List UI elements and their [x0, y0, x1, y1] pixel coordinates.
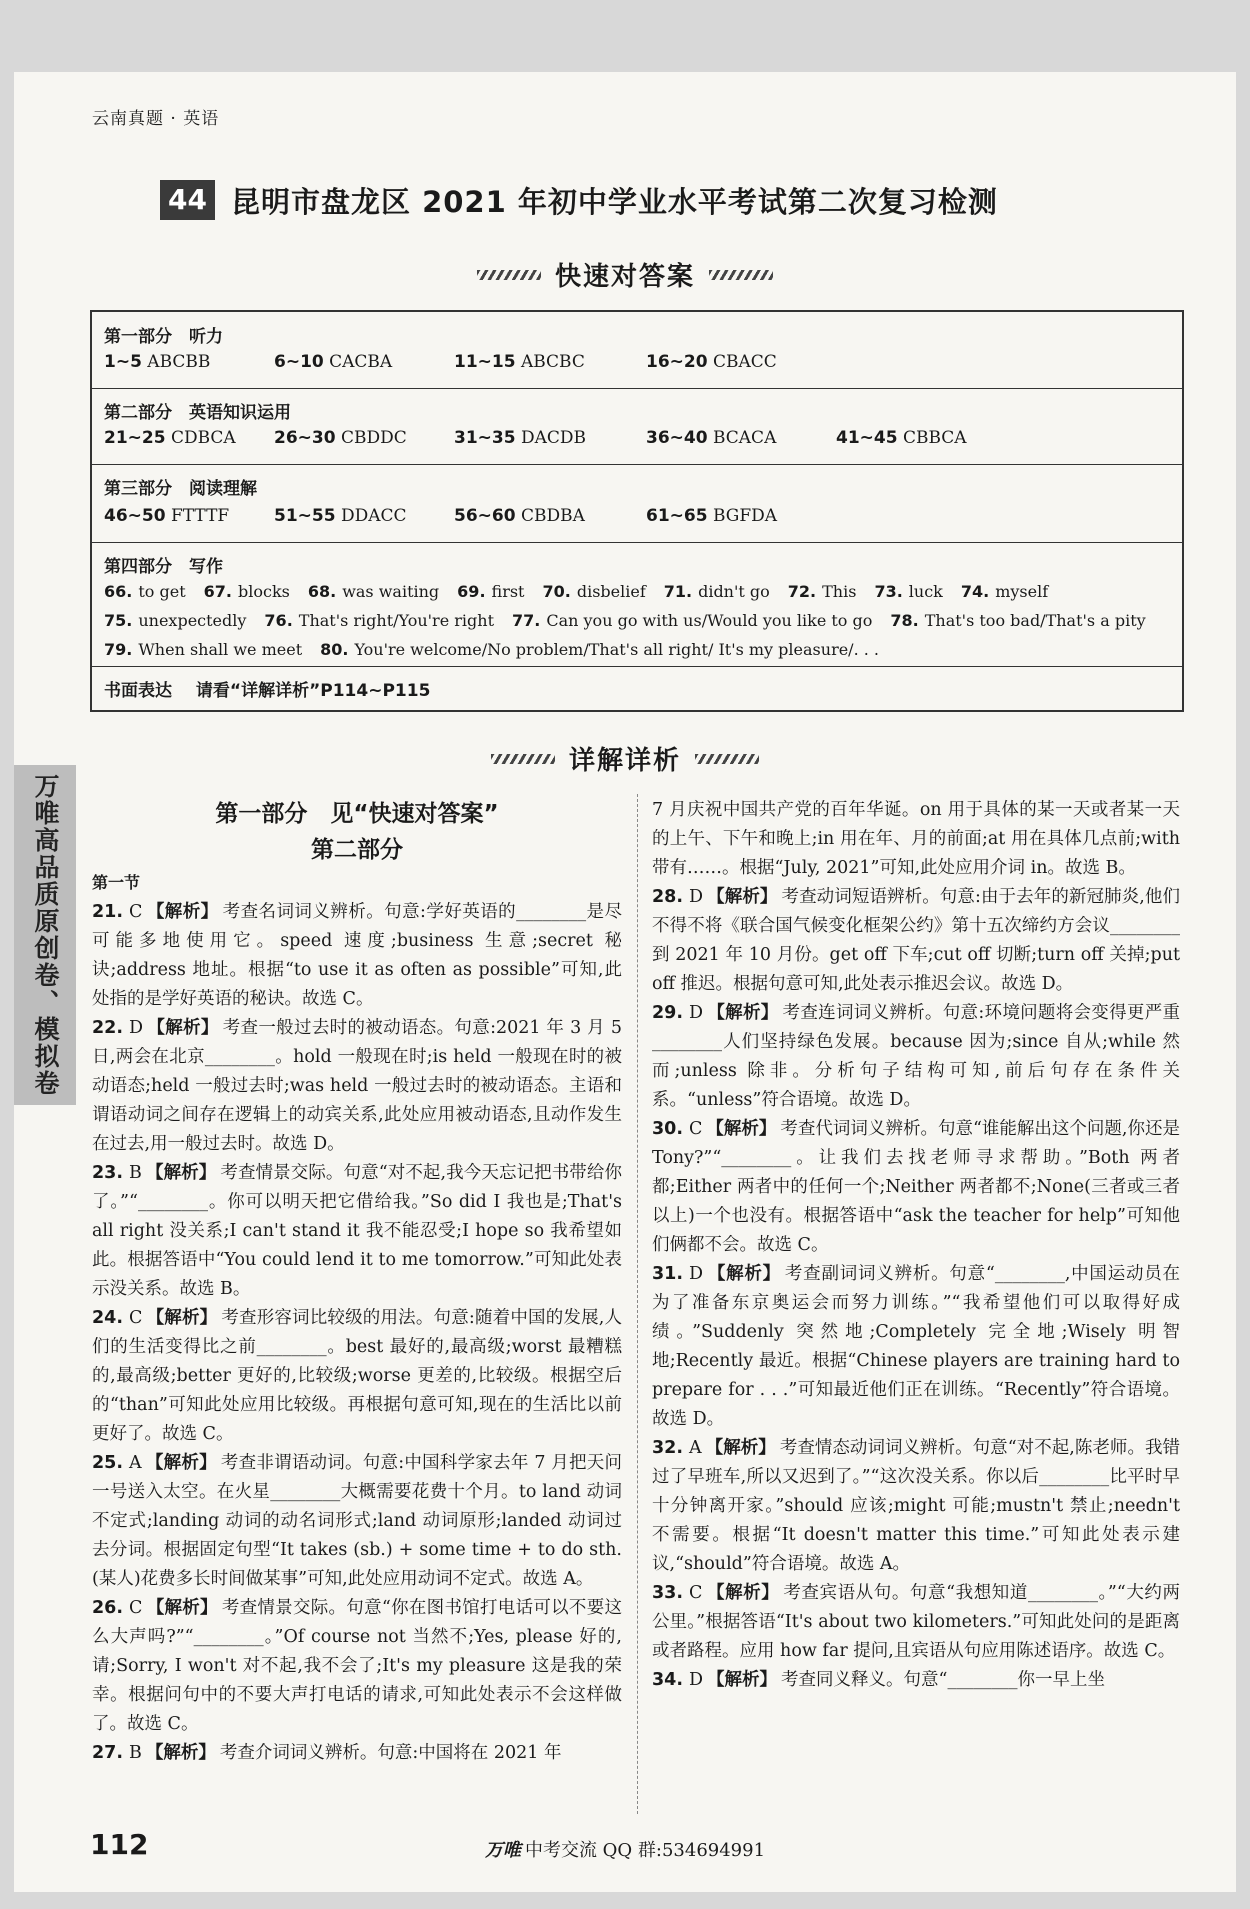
analysis-tag: 【解析】 [145, 1453, 217, 1473]
writing-answers-line [104, 582, 1066, 601]
answer-letter: D [689, 887, 704, 907]
paper-number-badge: 44 [160, 180, 215, 220]
answer-cell [646, 352, 836, 372]
stripe-decoration-icon [709, 270, 773, 280]
answer-letters: CACBA [323, 352, 393, 372]
question-number: 26. [92, 1598, 124, 1618]
question-number: 66. [104, 582, 133, 601]
side-tab: 万唯高品质原创卷、模拟卷 [14, 765, 76, 1105]
answer-letters: CBDBA [515, 506, 585, 526]
answer-cell [274, 352, 454, 372]
answer-letters: CDBCA [165, 428, 236, 448]
explanation-item [92, 1159, 622, 1304]
explanation-item [92, 898, 622, 1014]
analysis-tag: 【解析】 [146, 1308, 218, 1328]
question-number: 69. [457, 582, 486, 601]
breadcrumb: 云南真题 · 英语 [92, 109, 220, 129]
explanation-item [652, 1260, 1180, 1434]
answer-range: 1~5 [104, 352, 142, 372]
answer-letter: C [129, 1308, 143, 1328]
column-divider [637, 794, 638, 1814]
answer-range: 26~30 [274, 428, 336, 448]
detail-heading: 详解详析 [0, 740, 1250, 777]
question-number: 27. [92, 1743, 124, 1763]
answer-range: 11~15 [454, 352, 516, 372]
section-one-heading: 第一节 [92, 873, 141, 892]
explanation-item [652, 1666, 1180, 1695]
answer-range: 21~25 [104, 428, 166, 448]
answer-row [104, 428, 1026, 448]
writing-answer: unexpectedly [138, 611, 247, 630]
writing-answer: Can you go with us/Would you like to go [546, 611, 873, 630]
explanation-text: 考查情景交际。句意“对不起,我今天忘记把书带给你了。”“________。你可以明天把它借给我。”So did I 我也是;That's all right 没关系;I can't stand it 我不能忍受;I hope so 我希望如此。根据答语中“You could lend it to me tomorrow.”可知此处表示没关系。故选 B。 [92, 1163, 622, 1299]
writing-answer: didn't go [698, 582, 770, 601]
explanation-text: 7 月庆祝中国共产党的百年华诞。on 用于具体的某一天或者某一天的上午、下午和晚上;in 用在年、月的前面;at 用在具体几点前;with 带有……。根据“July, 2021”可知,此处应用介词 in。故选 B。 [652, 800, 1180, 878]
analysis-tag: 【解析】 [706, 1583, 780, 1603]
explanation-item [92, 1594, 622, 1739]
explanation-text: 考查代词词义辨析。句意“谁能解出这个问题,你还是 Tony?”“________。让我们去找老师寻求帮助。”Both 两者都;Either 两者中的任何一个;Neither 两者都不;None(三者或三者以上)一个也没有。根据答语中“ask the teacher for help”可知他们俩都不会。故选 C。 [652, 1119, 1180, 1255]
question-number: 28. [652, 887, 684, 907]
answer-letter: D [689, 1264, 704, 1284]
writing-answer: first [491, 582, 525, 601]
answer-letters: DDACC [335, 506, 407, 526]
stripe-decoration-icon [477, 270, 541, 280]
explanation-text: 考查情态动词词义辨析。句意“对不起,陈老师。我错过了早班车,所以又迟到了。”“这次没关系。你以后________比平时早十分钟离开家。”should 应该;might 可能;mustn't 禁止;needn't 不需要。根据“It doesn't matter this time.”可知此处表示建议,“should”符合语境。故选 A。 [652, 1438, 1181, 1574]
question-number: 79. [104, 640, 133, 659]
quick-answer-heading: 快速对答案 [0, 256, 1250, 293]
part-two-heading: 第二部分 [311, 837, 403, 863]
explanation-text: 考查介词词义辨析。句意:中国将在 2021 年 [219, 1743, 562, 1763]
question-number: 77. [512, 611, 541, 630]
question-number: 68. [307, 582, 337, 601]
explanation-text: 考查副词词义辨析。句意“________,中国运动员在为了准备东京奥运会而努力训练。”“我希望他们可以取得好成绩。”Suddenly 突然地;Completely 完全地;Wisely 明智地;Recently 最近。根据“Chinese players are training hard to prepare for . . .”可知最近他们正在训练。“Recently”符合语境。故选 D。 [652, 1264, 1181, 1429]
answer-letter: C [689, 1583, 703, 1603]
answer-table [90, 310, 1184, 712]
answer-cell [454, 506, 646, 526]
page-number: 112 [90, 1828, 149, 1861]
question-number: 32. [652, 1438, 684, 1458]
answer-range: 31~35 [454, 428, 516, 448]
answer-range: 61~65 [646, 506, 708, 526]
answer-letter: A [129, 1453, 142, 1473]
explanation-item [92, 1014, 622, 1159]
answer-range: 41~45 [836, 428, 898, 448]
right-column [652, 796, 1180, 1695]
answer-letters: BGFDA [707, 506, 778, 526]
left-column [92, 796, 622, 1768]
writing-answer: luck [908, 582, 943, 601]
question-number: 71. [663, 582, 693, 601]
writing-answer: This [822, 582, 857, 601]
stripe-decoration-icon [695, 754, 759, 764]
analysis-tag: 【解析】 [145, 1743, 216, 1763]
answer-range: 51~55 [274, 506, 336, 526]
explanation-text: 考查同义释义。句意“________你一早上坐 [781, 1670, 1105, 1690]
explanation-item [92, 1449, 622, 1594]
question-number: 74. [960, 582, 990, 601]
answer-section-listening: 第一部分 听力 1~5 ABCBB 6~10 CACBA 11~15 ABCBC 16~20 CBACC [92, 312, 1182, 389]
analysis-tag: 【解析】 [706, 1119, 777, 1139]
analysis-tag: 【解析】 [145, 1163, 217, 1183]
analysis-tag: 【解析】 [147, 1018, 219, 1038]
answer-letter: C [129, 1598, 143, 1618]
answer-letter: B [129, 1163, 142, 1183]
answer-cell [274, 506, 454, 526]
question-number: 21. [92, 902, 124, 922]
writing-answer: When shall we meet [138, 640, 303, 659]
answer-range: 56~60 [454, 506, 516, 526]
writing-answer: to get [138, 582, 186, 601]
answer-letter: C [129, 902, 143, 922]
answer-cell [454, 352, 646, 372]
answer-letter: C [689, 1119, 703, 1139]
question-number: 34. [652, 1670, 684, 1690]
answer-range: 36~40 [646, 428, 708, 448]
title-block [160, 178, 998, 222]
answer-letters: CBDDC [335, 428, 407, 448]
answer-cell [454, 428, 646, 448]
answer-letters: DACDB [515, 428, 587, 448]
question-number: 33. [652, 1583, 684, 1603]
answer-cell [104, 352, 274, 372]
question-number: 30. [652, 1119, 684, 1139]
answer-letter: B [129, 1743, 142, 1763]
right-explanations [652, 796, 1180, 1695]
analysis-tag: 【解析】 [707, 887, 778, 907]
explanation-item [92, 1739, 622, 1768]
question-number: 29. [652, 1003, 684, 1023]
stripe-decoration-icon [491, 754, 555, 764]
answer-letters: ABCBC [515, 352, 585, 372]
question-number: 80. [320, 640, 349, 659]
question-number: 72. [787, 582, 817, 601]
answer-row [104, 506, 836, 526]
answer-letter: A [689, 1438, 702, 1458]
answer-section-knowledge: 第二部分 英语知识运用 21~25 CDBCA 26~30 CBDDC 31~35 DACDB 36~40 BCACA 41~45 CBBCA [92, 388, 1182, 465]
answer-section-composition: 书面表达 请看“详解详析”P114~P115 [104, 681, 431, 701]
answer-letters: BCACA [707, 428, 777, 448]
explanation-text: 考查宾语从句。句意“我想知道________。”“大约两公里。”根据答语“It's about two kilometers.”可知此处问的是距离或者路程。应用 how far 提问,且宾语从句应用陈述语序。故选 C。 [652, 1583, 1180, 1661]
explanation-item [652, 883, 1180, 999]
writing-answer: blocks [237, 582, 290, 601]
explanation-item [652, 999, 1180, 1115]
answer-letters: FTTTF [165, 506, 230, 526]
explanation-item [652, 1115, 1180, 1260]
answer-cell [104, 428, 274, 448]
question-number: 78. [890, 611, 919, 630]
writing-answer: disbelief [576, 582, 646, 601]
explanation-text: 考查一般过去时的被动语态。句意:2021 年 3 月 5 日,两会在北京________。hold 一般现在时;is held 一般现在时的被动语态;held 一般过去时;was held 一般过去时的被动语态。主语和谓语动词之间存在逻辑上的动宾关系,此处应用被动语态,且动作发生在过去,用一般过去时。故选 D。 [92, 1018, 623, 1154]
explanation-text: 考查连词词义辨析。句意:环境问题将会变得更严重________人们坚持绿色发展。because 因为;since 自从;while 然而;unless 除非。分析句子结构可知,前后句存在条件关系。“unless”符合语境。故选 D。 [652, 1003, 1180, 1110]
question-number: 22. [92, 1018, 124, 1038]
question-number: 24. [92, 1308, 124, 1328]
answer-range: 46~50 [104, 506, 166, 526]
answer-section-writing: 第四部分 写作 66. to get 67. blocks 68. was waiting 69. first 70. disbelief 71. didn't go 72. This 73. luck 74. myself 75. unexpectedly 76. That's right/You're right 77. Can you go with us/Would you like to go 78. That's too bad/That's a pity 79. When shall we meet 80. You're welcome/No problem/That's all right/ It's my pleasure/. . . [92, 542, 1182, 667]
answer-section-reading: 第三部分 阅读理解 46~50 FTTTF 51~55 DDACC 56~60 CBDBA 61~65 BGFDA [92, 464, 1182, 543]
question-number: 23. [92, 1163, 124, 1183]
left-explanations [92, 898, 622, 1768]
answer-cell [274, 428, 454, 448]
explanation-text: 考查动词短语辨析。句意:由于去年的新冠肺炎,他们不得不将《联合国气候变化框架公约》第十五次缔约方会议________到 2021 年 10 月份。get off 下车;cut off 切断;turn off 关掉;put off 推迟。根据句意可知,此处表示推迟会议。故选 D。 [652, 887, 1180, 994]
writing-answer: That's too bad/That's a pity [924, 611, 1146, 630]
explanation-text: 考查形容词比较级的用法。句意:随着中国的发展,人们的生活变得比之前________。best 最好的,最高级;worst 最糟糕的,最高级;better 更好的,比较级;worse 更差的,比较级。根据空后的“than”可知此处应用比较级。再根据句意可知,现在的生活比以前更好了。故选 C。 [92, 1308, 622, 1444]
analysis-tag: 【解析】 [707, 1670, 778, 1690]
question-number: 31. [652, 1264, 684, 1284]
writing-answers-line [104, 640, 897, 659]
question-number: 73. [874, 582, 903, 601]
answer-letters: CBACC [707, 352, 777, 372]
analysis-tag: 【解析】 [146, 902, 219, 922]
answer-cell [836, 428, 1026, 448]
analysis-tag: 【解析】 [707, 1003, 779, 1023]
answer-letters: CBBCA [897, 428, 967, 448]
brand-logo: 万唯 [484, 1840, 521, 1861]
question-number: 25. [92, 1453, 124, 1473]
question-number: 67. [203, 582, 232, 601]
answer-letters: ABCBB [141, 352, 211, 372]
writing-answer: You're welcome/No problem/That's all right/ It's my pleasure/. . . [354, 640, 879, 659]
analysis-tag: 【解析】 [707, 1264, 781, 1284]
explanation-text: 考查情景交际。句意“你在图书馆打电话可以不要这么大声吗?”“________。”Of course not 当然不;Yes, please 好的,请;Sorry, I won't 对不起,我不会了;It's my pleasure 这是我的荣幸。根据问句中的不要大声打电话的请求,可知此处表示不会这样做了。故选 C。 [92, 1598, 622, 1734]
explanation-item [652, 796, 1180, 883]
analysis-tag: 【解析】 [705, 1438, 776, 1458]
answer-range: 6~10 [274, 352, 324, 372]
question-number: 70. [542, 582, 571, 601]
answer-cell [646, 506, 836, 526]
explanation-text: 考查非谓语动词。句意:中国科学家去年 7 月把天问一号送入太空。在火星________大概需要花费十个月。to land 动词不定式;landing 动词的动名词形式;land 动词原形;landed 动词过去分词。根据固定句型“It takes (sb.) + some time + to do sth.(某人)花费多长时间做某事”可知,此处应用动词不定式。故选 A。 [92, 1453, 623, 1589]
writing-answer: was waiting [342, 582, 440, 601]
writing-answer: myself [995, 582, 1049, 601]
answer-cell [104, 506, 274, 526]
explanation-item [92, 1304, 622, 1449]
writing-answer: That's right/You're right [298, 611, 494, 630]
explanation-item [652, 1434, 1180, 1579]
answer-letter: D [689, 1003, 704, 1023]
page-title: 昆明市盘龙区 2021 年初中学业水平考试第二次复习检测 [230, 184, 998, 219]
analysis-tag: 【解析】 [146, 1598, 218, 1618]
answer-row [104, 352, 836, 372]
answer-letter: D [129, 1018, 144, 1038]
explanation-item [652, 1579, 1180, 1666]
answer-letter: D [689, 1670, 704, 1690]
explanation-text: 考查名词词义辨析。句意:学好英语的________是尽可能多地使用它。speed 速度;business 生意;secret 秘诀;address 地址。根据“to use it as often as possible”可知,此处指的是学好英语的秘诀。故选 C。 [92, 902, 622, 1009]
answer-cell [646, 428, 836, 448]
answer-range: 16~20 [646, 352, 708, 372]
part-one-heading: 第一部分 见“快速对答案” [215, 801, 499, 827]
footer: 万唯 中考交流 QQ 群:534694991 [484, 1840, 766, 1861]
question-number: 75. [104, 611, 133, 630]
writing-answers-line [104, 611, 1164, 630]
question-number: 76. [264, 611, 293, 630]
